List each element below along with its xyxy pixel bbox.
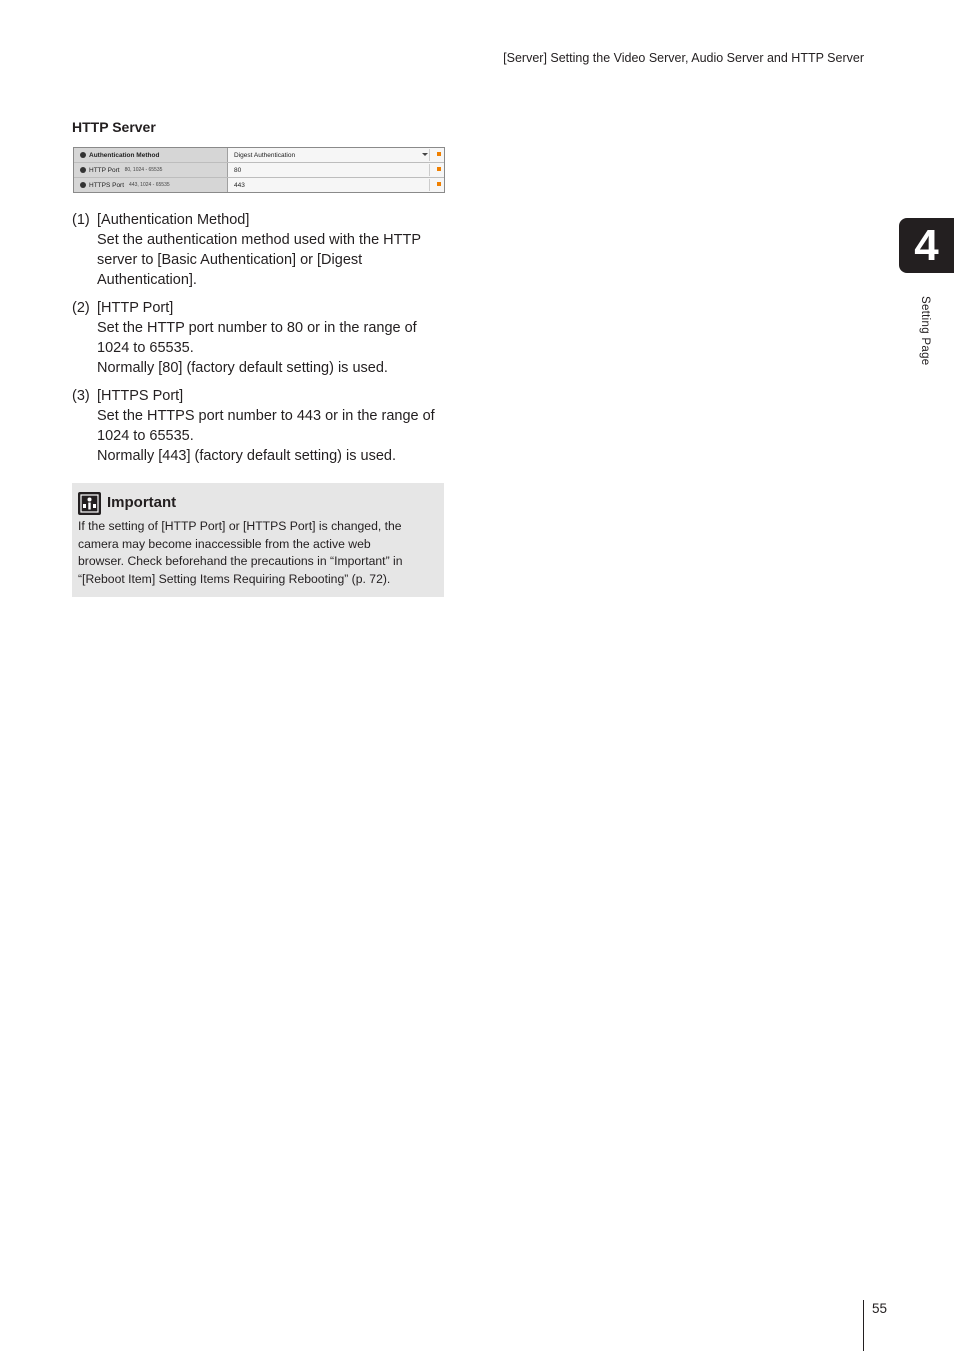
orange-marker-icon [437,167,441,171]
row-label-text: Authentication Method [89,151,160,159]
http-port-input[interactable] [228,163,444,177]
settings-row-authentication-method [74,148,444,162]
authentication-method-select[interactable] [228,148,444,162]
info-icon [80,182,86,188]
divider [429,164,430,176]
row-label [74,148,228,162]
row-label [74,163,228,177]
row-label-text: HTTP Port [89,166,120,174]
description-line: Set the authentication method used with the HTTP [97,232,422,248]
info-icon [80,152,86,158]
row-label [74,178,228,192]
input-value: 80 [234,166,242,174]
chapter-label: Setting Page [919,296,931,366]
description-line: Authentication]. [97,272,197,288]
orange-marker-icon [437,152,441,156]
settings-row-http-port [74,162,444,177]
divider [429,149,430,161]
https-port-input[interactable] [228,178,444,192]
info-icon [80,167,86,173]
section-heading: HTTP Server [72,119,156,135]
description-line: Normally [443] (factory default setting) is used. [97,448,396,464]
description-line: 1024 to 65535. [97,340,194,356]
important-line: camera may become inaccessible from the active web [78,536,371,551]
chapter-tab: 4 [899,218,954,273]
item-title: [Authentication Method] [97,212,250,228]
important-line: browser. Check beforehand the precautions in “Important” in [78,554,403,569]
item-number: (2) [72,300,90,316]
item-description [97,318,447,378]
input-value: 443 [234,181,245,189]
important-icon [78,492,101,515]
description-line: Set the HTTPS port number to 443 or in the range of [97,408,435,424]
divider [429,179,430,191]
item-description [97,230,447,290]
orange-marker-icon [437,182,441,186]
select-value: Digest Authentication [234,151,296,159]
item-number: (3) [72,388,90,404]
item-number: (1) [72,212,90,228]
description-line: 1024 to 65535. [97,428,194,444]
row-range-text: 80, 1024 - 65535 [124,167,163,173]
important-title: Important [107,494,177,511]
description-line: server to [Basic Authentication] or [Digest [97,252,363,268]
running-header: [Server] Setting the Video Server, Audio Server and HTTP Server [503,51,864,65]
row-label-text: HTTPS Port [89,181,125,189]
settings-row-https-port [74,177,444,192]
important-line: If the setting of [HTTP Port] or [HTTPS Port] is changed, the [78,519,402,533]
settings-panel [73,147,445,193]
row-range-text: 443, 1024 - 65535 [129,182,170,188]
item-description [97,406,447,466]
description-line: Set the HTTP port number to 80 or in the range of [97,320,417,336]
page-number-rule [863,1300,864,1351]
important-text [78,518,438,588]
description-line: Normally [80] (factory default setting) is used. [97,360,388,376]
item-title: [HTTPS Port] [97,388,184,404]
item-title: [HTTP Port] [97,300,174,316]
important-callout [72,483,444,597]
important-line: “[Reboot Item] Setting Items Requiring Rebooting” (p. 72). [78,571,391,586]
page-number: 55 [872,1301,888,1316]
dropdown-arrow-icon[interactable] [422,153,428,156]
